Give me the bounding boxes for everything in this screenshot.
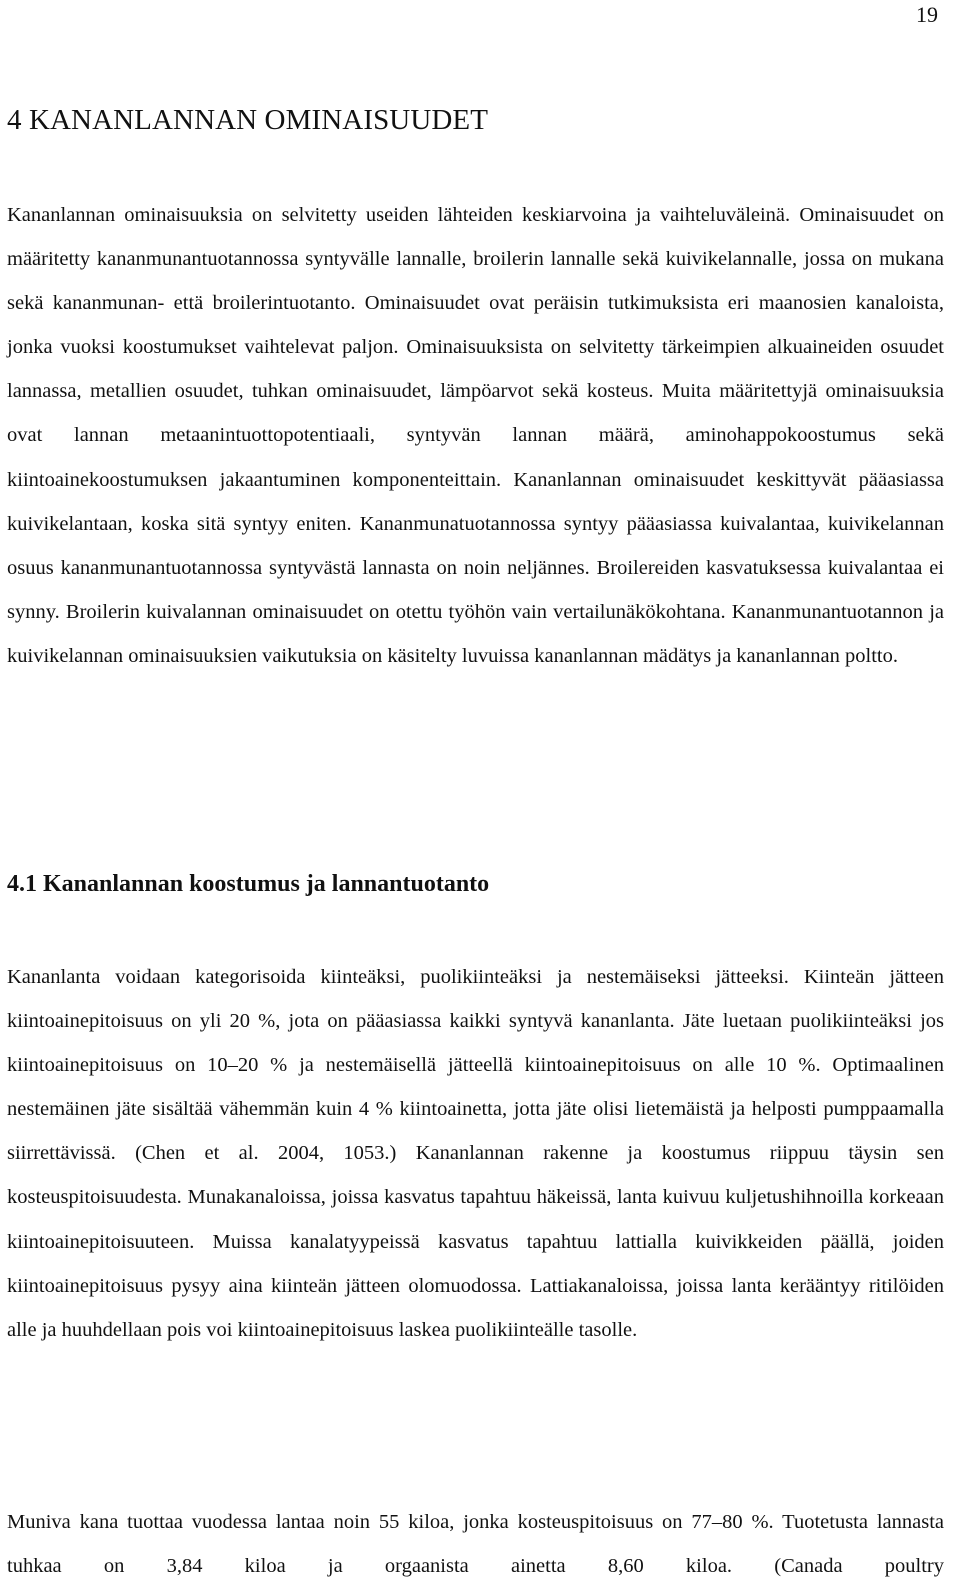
section-paragraph-2: Muniva kana tuottaa vuodessa lantaa noin 55 kiloa, jonka kosteuspitoisuus on 77–80 %. Tuotetusta lannasta tuhkaa on 3,84 kiloa ja orgaanista ainetta 8,60 kiloa. (Canada poultry xyxy=(7,1511,944,1578)
section-paragraph-1: Kananlanta voidaan kategorisoida kiinteäksi, puolikiinteäksi ja nestemäiseksi jätteeksi. Kiinteän jätteen kiintoainepitoisuus on yli 20 %, jota on pääasiassa kaikki syntyvä kananlanta. Jäte luetaan puolikiinteäksi jos kiintoainepitoisuus on 10–20 % ja nestemäisellä jätteellä kiintoainepitoisuus on alle 10 %. Optimaalinen nestemäinen jäte sisältää vähemmän kuin 4 % kiintoainetta, jotta jäte olisi lietemäistä ja helposti pumppaamalla siirrettävissä. (Chen et al. 2004, 1053.) Kananlannan rakenne ja koostumus riippuu täysin sen kosteuspitoisuudesta. Munakanaloissa, joissa kasvatus tapahtuu häkeissä, lanta kuivuu kuljetushihnoilla korkeaan kiintoainepitoisuuteen. Muissa kanalatyypeissä kasvatus tapahtuu lattialla kuivikkeiden päällä, joiden kiintoainepitoisuus pysyy aina kiinteän jätteen olomuodossa. Lattiakanaloissa, joissa lanta kerääntyy ritilöiden alle ja huuhdellaan pois voi kiintoainepitoisuus laskea puolikiinteälle tasolle. xyxy=(7,966,944,1341)
chapter-heading: 4 KANANLANNAN OMINAISUUDET xyxy=(7,104,489,136)
page-number: 19 xyxy=(916,2,938,27)
section-heading: 4.1 Kananlannan koostumus ja lannantuotanto xyxy=(7,871,490,897)
chapter-paragraph: Kananlannan ominaisuuksia on selvitetty useiden lähteiden keskiarvoina ja vaihteluväleinä. Ominaisuudet on määritetty kananmunantuotannossa syntyvälle lannalle, broilerin lannalle sekä kuivikelannalle, jossa on mukana sekä kananmunan- että broilerintuotanto. Ominaisuudet ovat peräisin tutkimuksista eri maanosien kanaloista, jonka vuoksi koostumukset vaihtelevat paljon. Ominaisuuksista on selvitetty tärkeimpien alkuaineiden osuudet lannassa, metallien osuudet, tuhkan ominaisuudet, lämpöarvot sekä kosteus. Muita määritettyjä ominaisuuksia ovat lannan metaanintuottopotentiaali, syntyvän lannan määrä, aminohappokoostumus sekä kiintoainekoostumuksen jakaantuminen komponenteittain. Kananlannan ominaisuudet keskittyvät pääasiassa kuivikelantaan, koska sitä syntyy eniten. Kananmunatuotannossa syntyy pääasiassa kuivalantaa, kuivikelannan osuus kananmunantuotannossa syntyvästä lannasta on noin neljännes. Broilereiden kasvatuksessa kuivalantaa ei synny. Broilerin kuivalannan ominaisuudet on otettu työhön vain vertailunäkökohtana. Kananmunantuotannon ja kuivikelannan ominaisuuksien vaikutuksia on käsitelty luvuissa kananlannan mädätys ja kananlannan poltto. xyxy=(7,204,944,667)
